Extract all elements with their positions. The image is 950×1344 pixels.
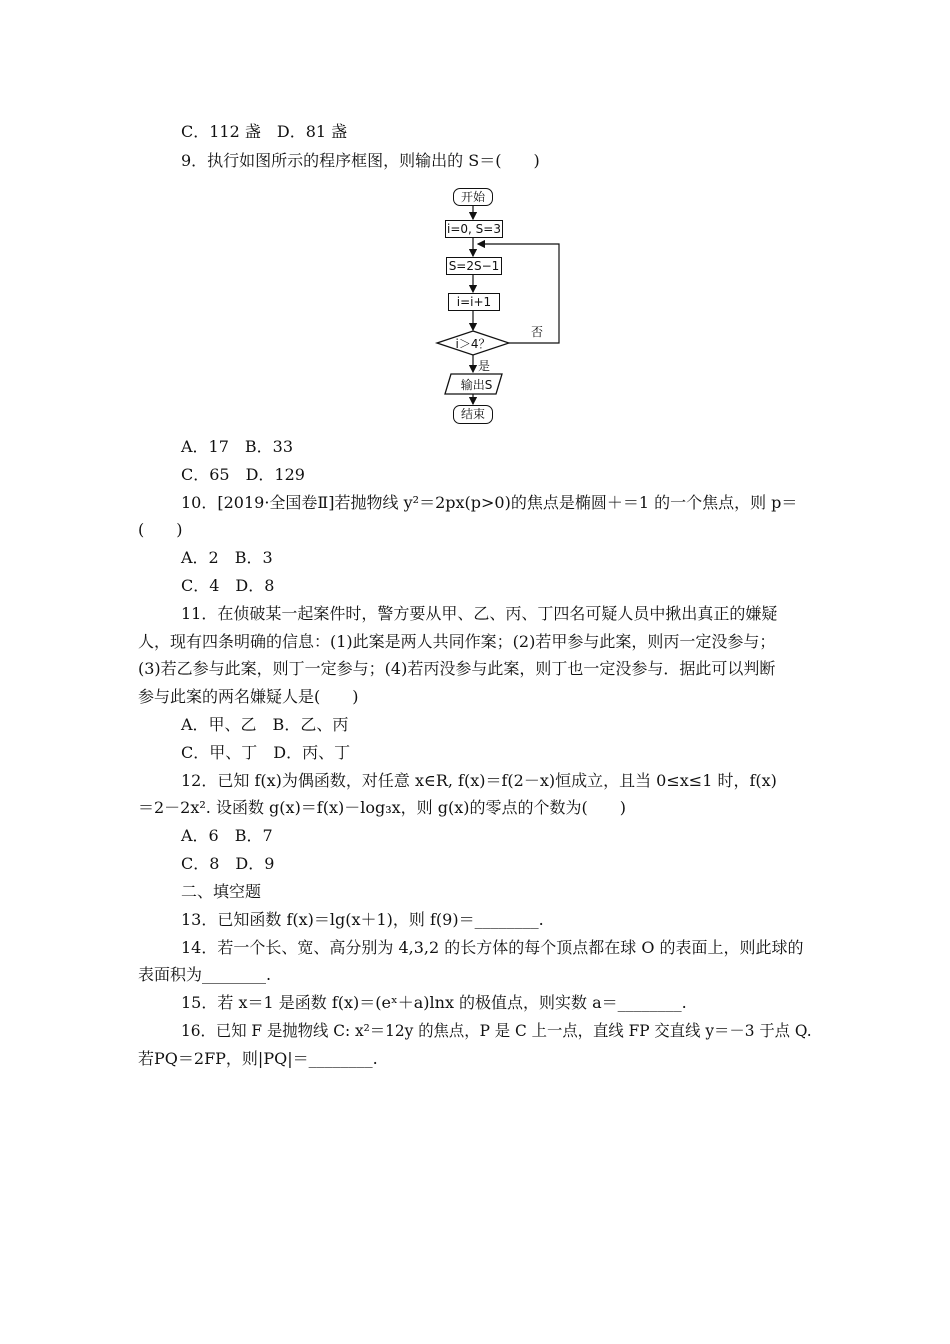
flow-end: 结束 bbox=[453, 405, 493, 424]
flow-start: 开始 bbox=[453, 188, 493, 206]
q9-stem: 9．执行如图所示的程序框图，则输出的 S＝( ) bbox=[181, 151, 540, 170]
flow-init: i=0, S=3 bbox=[445, 220, 503, 238]
q12-stem-cont: ＝2－2x². 设函数 g(x)＝f(x)－log₃x，则 g(x)的零点的个数为( ) bbox=[138, 798, 626, 817]
q10-stem-cont: ( ) bbox=[138, 520, 183, 539]
q9-options-ab: A．17 B．33 bbox=[181, 437, 294, 456]
q11-stem: 11．在侦破某一起案件时，警方要从甲、乙、丙、丁四名可疑人员中揪出真正的嫌疑 bbox=[181, 604, 778, 623]
q12-options-ab: A．6 B．7 bbox=[181, 826, 273, 845]
q11-options-cd: C．甲、丁 D．丙、丁 bbox=[181, 743, 351, 762]
q9-options-cd: C．65 D．129 bbox=[181, 465, 305, 484]
q8-options-cd: C．112 盏 D．81 盏 bbox=[181, 122, 348, 141]
q16-stem: 16．已知 F 是抛物线 C: x²＝12y 的焦点，P 是 C 上一点，直线 FP 交直线 y＝－3 于点 Q. bbox=[181, 1021, 812, 1040]
q13-stem: 13．已知函数 f(x)＝lg(x＋1)，则 f(9)＝________. bbox=[181, 910, 544, 929]
q14-stem: 14．若一个长、宽、高分别为 4,3,2 的长方体的每个顶点都在球 O 的表面上，则此球的 bbox=[181, 938, 804, 957]
flow-condition: i＞4？ bbox=[455, 337, 491, 351]
q11-stem-cont1: 人，现有四条明确的信息：(1)此案是两人共同作案；(2)若甲参与此案，则丙一定没参与； bbox=[138, 632, 776, 651]
flow-output: 输出S bbox=[460, 378, 493, 392]
q16-stem-cont: 若PQ＝2FP，则|PQ|＝________. bbox=[138, 1049, 378, 1068]
q11-stem-cont3: 参与此案的两名嫌疑人是( ) bbox=[138, 687, 359, 706]
q15-stem: 15．若 x＝1 是函数 f(x)＝(eˣ＋a)lnx 的极值点，则实数 a＝________. bbox=[181, 993, 687, 1012]
flow-no-label: 否 bbox=[531, 325, 544, 339]
q12-options-cd: C．8 D．9 bbox=[181, 854, 275, 873]
flow-yes-label: 是 bbox=[478, 359, 491, 373]
q10-options-cd: C．4 D．8 bbox=[181, 576, 275, 595]
q10-stem: 10．[2019·全国卷Ⅱ]若抛物线 y²＝2px(p>0)的焦点是椭圆＋＝1 的一个焦点，则 p＝ bbox=[181, 493, 798, 512]
q12-stem: 12．已知 f(x)为偶函数，对任意 x∈R, f(x)＝f(2－x)恒成立，且当 0≤x≤1 时，f(x) bbox=[181, 771, 777, 790]
q14-stem-cont: 表面积为________. bbox=[138, 965, 272, 984]
flow-step-s: S=2S−1 bbox=[446, 257, 502, 275]
flow-step-i: i=i+1 bbox=[448, 293, 500, 311]
q11-stem-cont2: (3)若乙参与此案，则丁一定参与；(4)若丙没参与此案，则丁也一定没参与．据此可以判断 bbox=[138, 659, 776, 678]
q11-options-ab: A．甲、乙 B．乙、丙 bbox=[181, 715, 349, 734]
section-heading-fill-in: 二、填空题 bbox=[181, 882, 262, 901]
q10-options-ab: A．2 B．3 bbox=[181, 548, 273, 567]
